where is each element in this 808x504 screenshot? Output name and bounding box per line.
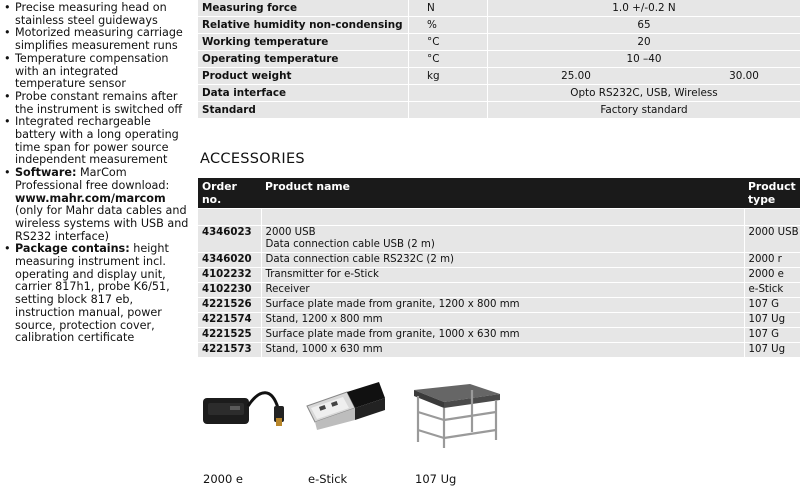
col-order-no: Order no. [198,178,261,209]
table-row-empty [198,209,800,226]
spec-row: Relative humidity non-condensing % 65 [198,17,800,34]
feature-item: • Motorized measuring carriage simplifies measurement runs [4,26,183,53]
feature-item-package: • Package contains: height measuring instrument incl. operating and display unit, carrier 817h1, probe K6/51, setting block 817 eb, instruction manual, power source, protection cover, calibration certificate [4,242,170,345]
col-product-type: Product type [744,178,800,209]
image-caption: e-Stick [308,472,348,486]
feature-item: • Probe constant remains after the instrument is switched off [4,89,183,116]
spec-row: Operating temperature °C 10 –40 [198,51,800,68]
stand-107ug-image [410,382,502,452]
table-row: 4221573 Stand, 1000 x 630 mm 107 Ug [198,343,800,358]
spec-row: Measuring force N 1.0 +/-0.2 N [198,0,800,17]
col-product-name: Product name [261,178,744,209]
spec-table [198,0,800,119]
feature-item: • Temperature compensation with an integrated temperature sensor [4,51,169,91]
e-stick-image [303,380,388,435]
accessories-header-row [198,178,800,209]
image-caption: 2000 e [203,472,243,486]
table-row: 4102232 Transmitter for e-Stick 2000 e [198,268,800,283]
table-row: 4221525 Surface plate made from granite, 1000 x 630 mm 107 G [198,328,800,343]
spec-row: Standard Factory standard [198,102,800,119]
spec-row: Working temperature °C 20 [198,34,800,51]
spec-table-wrap [198,0,800,119]
table-row: 4346023 2000 USB Data connection cable USB (2 m) 2000 USB [198,226,800,253]
feature-item-software: • Software: MarCom Professional free download: www.mahr.com/marcom (only for Mahr data cables and wireless systems with USB and RS232 interface) [4,166,189,243]
software-link[interactable]: www.mahr.com/marcom [15,191,166,205]
feature-item: • Integrated rechargeable battery with a long operating time span for power source independent measurement [4,115,179,167]
table-row: 4221574 Stand, 1200 x 800 mm 107 Ug [198,313,800,328]
spec-row: Product weight kg 25.00 30.00 [198,68,800,85]
spec-row: Data interface Opto RS232C, USB, Wireless [198,85,800,102]
feature-list [2,2,190,345]
accessories-table [198,178,800,357]
feature-item: • Precise measuring head on stainless steel guideways [4,1,167,27]
table-row: 4221526 Surface plate made from granite, 1200 x 800 mm 107 G [198,298,800,313]
table-row: 4102230 Receiver e-Stick [198,283,800,298]
accessories-heading: ACCESSORIES [200,151,305,167]
table-row: 4346020 Data connection cable RS232C (2 m) 2000 r [198,253,800,268]
image-caption: 107 Ug [415,472,457,486]
transmitter-2000e-image [200,382,295,432]
